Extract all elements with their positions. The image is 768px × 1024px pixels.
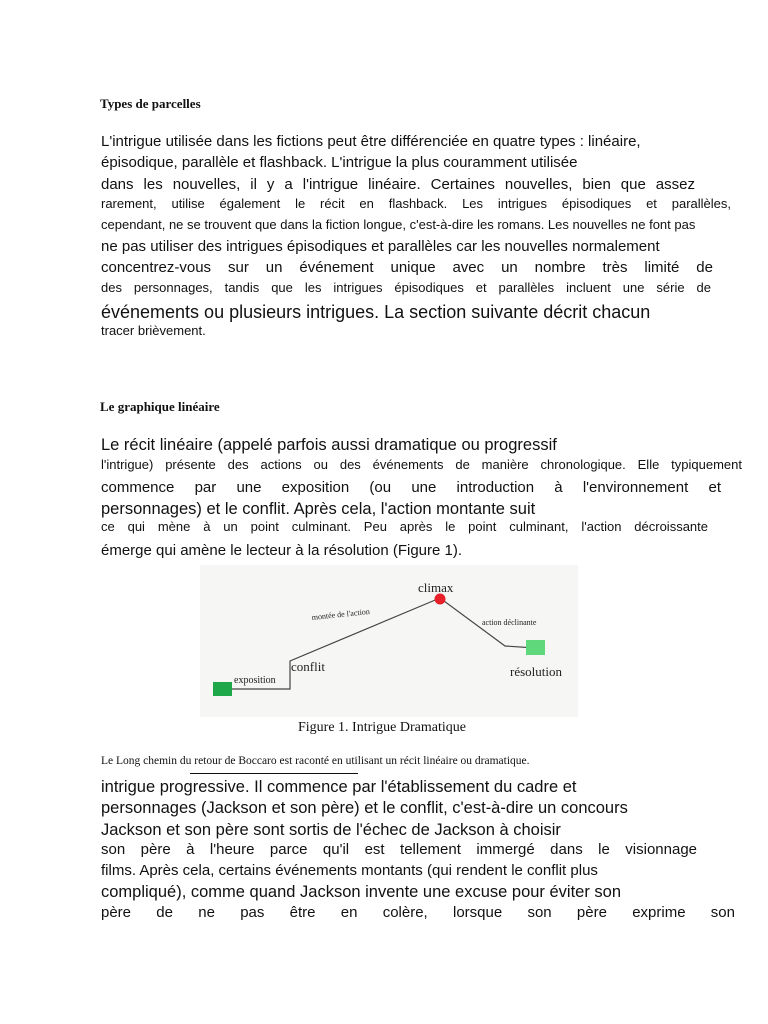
paragraph-line: dans les nouvelles, il y a l'intrigue linéaire. Certaines nouvelles, bien que assez <box>101 176 695 193</box>
label-resolution: résolution <box>510 664 562 679</box>
exposition-marker <box>213 682 232 696</box>
paragraph-line: concentrez-vous sur un événement unique avec un nombre très limité de <box>101 259 713 276</box>
paragraph-line: événements ou plusieurs intrigues. La section suivante décrit chacun <box>101 302 651 322</box>
dramatic-plot-figure <box>200 565 578 717</box>
section-heading-types: Types de parcelles <box>100 96 201 111</box>
plot-diagram <box>200 565 578 717</box>
paragraph-line: tracer brièvement. <box>101 323 206 338</box>
paragraph-line: épisodique, parallèle et flashback. L'intrigue la plus couramment utilisée <box>101 154 578 171</box>
paragraph-line: ne pas utiliser des intrigues épisodiques et parallèles car les nouvelles normalement <box>101 238 660 255</box>
paragraph-line: son père à l'heure parce qu'il est tellement immergé dans le visionnage <box>101 841 697 858</box>
resolution-marker <box>526 640 545 655</box>
label-climax: climax <box>418 580 454 595</box>
figure-caption: Figure 1. Intrigue Dramatique <box>298 720 466 735</box>
label-conflict: conflit <box>291 659 325 674</box>
label-exposition: exposition <box>234 675 276 686</box>
paragraph-line: Le récit linéaire (appelé parfois aussi dramatique ou progressif <box>101 436 557 454</box>
paragraph-line: l'intrigue) présente des actions ou des événements de manière chronologique. Elle typiquement <box>101 457 742 472</box>
paragraph-line: L'intrigue utilisée dans les fictions peut être différenciée en quatre types : linéaire, <box>101 133 641 150</box>
boccaro-note: Le Long chemin du retour de Boccaro est raconté en utilisant un récit linéaire ou dramatique. <box>101 755 530 767</box>
paragraph-line: films. Après cela, certains événements montants (qui rendent le conflit plus <box>101 862 598 879</box>
paragraph-line: compliqué), comme quand Jackson invente une excuse pour éviter son <box>101 883 622 901</box>
paragraph-line: émerge qui amène le lecteur à la résolution (Figure 1). <box>101 542 463 559</box>
paragraph-line: ce qui mène à un point culminant. Peu après le point culminant, l'action décroissante <box>101 519 708 534</box>
paragraph-line: des personnages, tandis que les intrigues épisodiques et parallèles incluent une série de <box>101 280 711 295</box>
paragraph-line: personnages) et le conflit. Après cela, l'action montante suit <box>101 500 536 518</box>
paragraph-line: cependant, ne se trouvent que dans la fiction longue, c'est-à-dire les romans. Les nouvelles ne font pas <box>101 217 696 232</box>
label-rising-action: montée de l'action <box>311 606 371 622</box>
paragraph-line: commence par une exposition (ou une introduction à l'environnement et <box>101 479 721 496</box>
paragraph-line: personnages (Jackson et son père) et le conflit, c'est-à-dire un concours <box>101 799 628 817</box>
paragraph-line: rarement, utilise également le récit en flashback. Les intrigues épisodiques et parallèles, <box>101 196 731 211</box>
section-heading-linear: Le graphique linéaire <box>100 399 220 414</box>
underline-rule <box>190 773 358 774</box>
paragraph-line: intrigue progressive. Il commence par l'établissement du cadre et <box>101 778 577 796</box>
label-falling-action: action déclinante <box>482 618 537 627</box>
paragraph-line: père de ne pas être en colère, lorsque son père exprime son <box>101 904 735 921</box>
climax-marker <box>435 594 446 605</box>
paragraph-line: Jackson et son père sont sortis de l'échec de Jackson à choisir <box>101 821 561 839</box>
